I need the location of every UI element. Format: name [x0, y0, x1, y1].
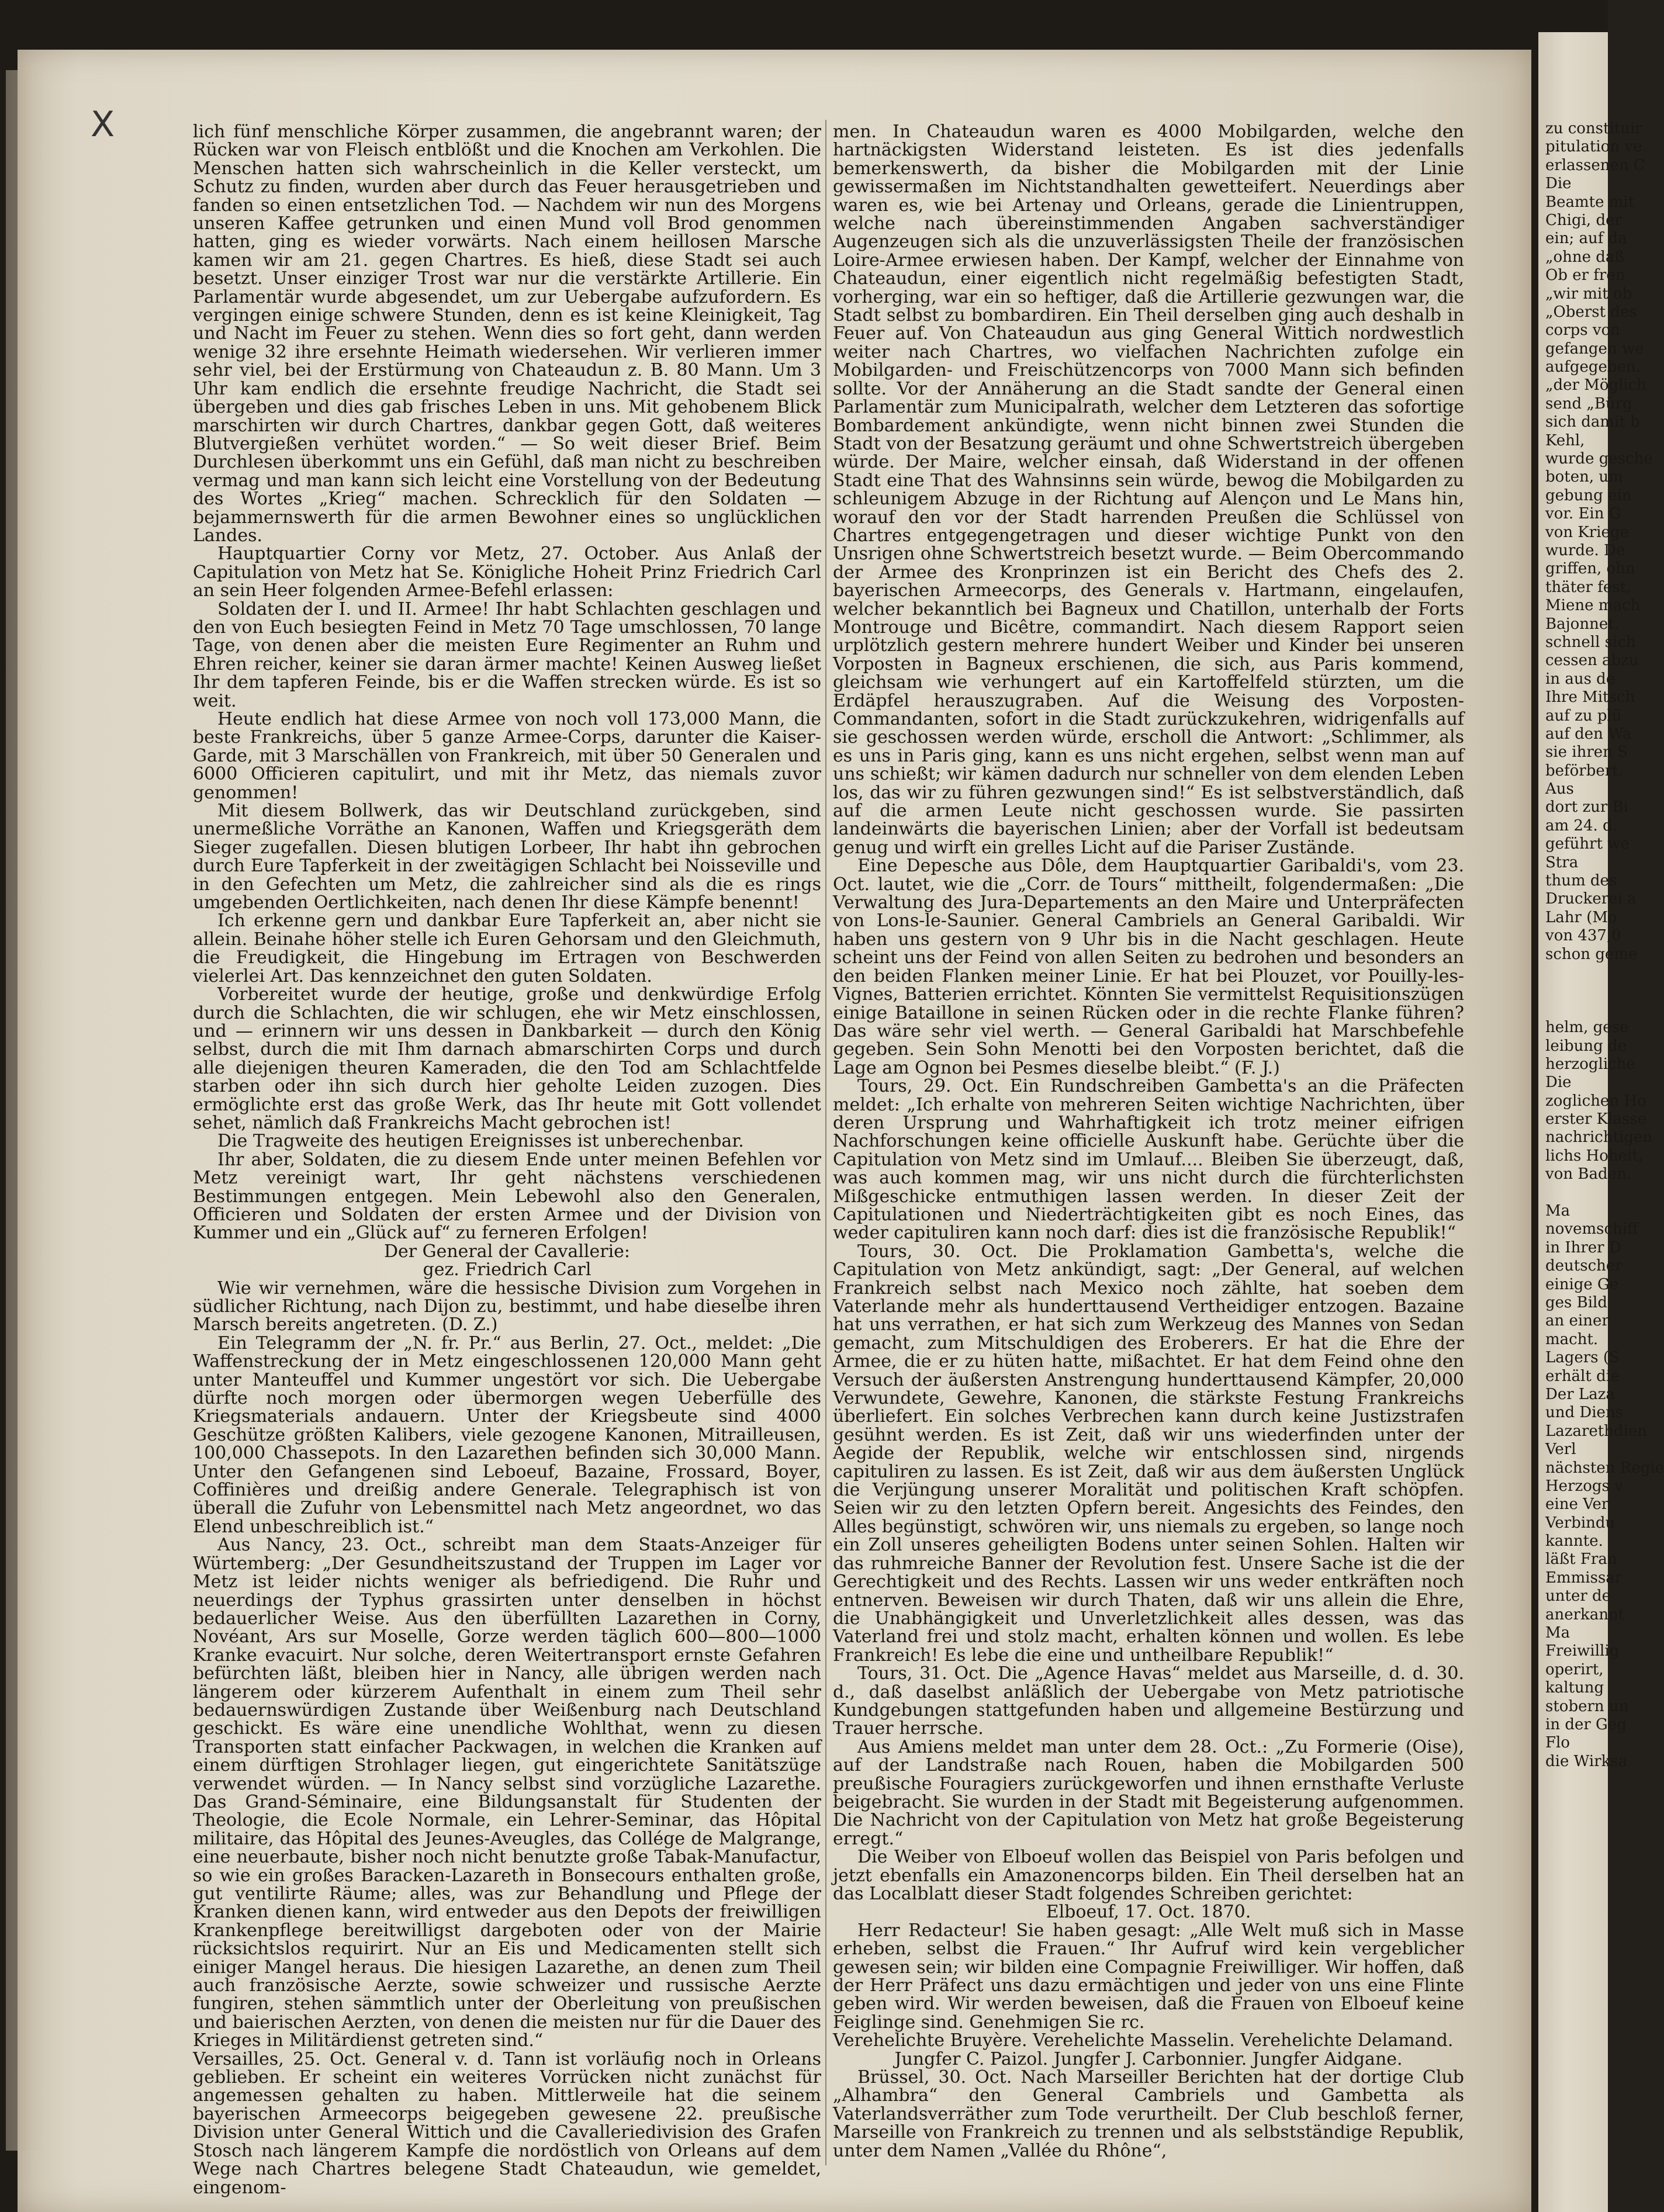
- adjacent-page-line: die Wirksa: [1545, 1752, 1628, 1770]
- adjacent-page-line: Freiwillig: [1545, 1642, 1620, 1660]
- adjacent-page-line: eine Ver: [1545, 1496, 1609, 1514]
- col1-paragraph: Wie wir vernehmen, wäre die hessische Division zum Vorgehen in südlicher Richtung, nach Dijon zu, bestimmt, und habe dieselbe ihren Marsch bereits angetreten. (D. Z.): [193, 1278, 821, 1335]
- adjacent-page-line: Ma: [1545, 1202, 1570, 1220]
- col2-paragraph: Tours, 29. Oct. Ein Rundschreiben Gambetta's an die Präfecten meldet: „Ich erhalte von mehreren Seiten wichtige Nachrichten, über deren Ursprung und Wahrhaftigkeit ich trotz meiner eifrigen Nachforschungen keine officielle Auskunft habe. Gerüchte über die Capitulation von Metz sind im Umlauf.... Bleiben Sie überzeugt, daß, was auch kommen mag, wir uns nicht durch die fürchterlichsten Mißgeschicke entmuthigen lassen werden. In dieser Zeit der Capitulationen und Niederträchtigkeiten gibt es noch Eines, das weder capituliren kann noch darf: dies ist die französische Republik!“: [833, 1076, 1464, 1244]
- adjacent-page-line: wurde. De: [1545, 541, 1625, 559]
- adjacent-page-line: novemschiff: [1545, 1220, 1638, 1238]
- adjacent-page-line: ein; auf da: [1545, 230, 1627, 248]
- col2-paragraph: Die Weiber von Elboeuf wollen das Beispiel von Paris befolgen und jetzt ebenfalls ein Amazonencorps bilden. Ein Theil derselben hat an das Localblatt dieser Stadt folgendes Schreiben gerichtet:: [833, 1847, 1464, 1904]
- adjacent-page-line: pitulation ve: [1545, 138, 1642, 156]
- adjacent-page-line: geführt we: [1545, 835, 1630, 853]
- col2-paragraph: Eine Depesche aus Dôle, dem Hauptquartier Garibaldi's, vom 23. Oct. lautet, wie die „Corr. de Tours“ mittheilt, folgendermaßen: „Die Verwaltung des Jura-Departements an den Maire und Unterpräfecten von Lons-le-Saunier. General Cambriels an General Garibaldi. Wir haben uns gestern von 9 Uhr bis in die Nacht geschlagen. Heute scheint uns der Feind von allen Seiten zu bedrohen und besonders an den beiden Flanken meiner Linie. Er hat bei Plouzet, vor Pouilly-les-Vignes, Batterien errichtet. Könnten Sie vermittelst Requisitionszügen einige Bataillone in seinen Rücken oder in die rechte Flanke führen? Das wäre sehr viel werth. — General Garibaldi hat Marschbefehle gegeben. Sein Sohn Menotti bei den Vorposten berichtet, daß die Lage am Ognon bei Pesmes dieselbe bleibt.“ (F. J.): [833, 856, 1464, 1078]
- adjacent-page-line: Stra: [1545, 853, 1579, 871]
- adjacent-page-line: Verbindu: [1545, 1514, 1615, 1532]
- adjacent-page-line: [1545, 1184, 1613, 1202]
- col2-paragraph: men. In Chateaudun waren es 4000 Mobilgarden, welche den hartnäckigsten Widerstand leisteten. Es ist dies jedenfalls bemerkenswerth, da bisher die Mobilgarden mit der Linie gewissermaßen im Nichtstandhalten gewetteifert. Neuerdings aber waren es, wie bei Artenay und Orleans, gerade die Linientruppen, welche nach übereinstimmenden Angaben sachverständiger Augenzeugen sich als die unzuverlässigsten Theile der französischen Loire-Armee erwiesen haben. Der Kampf, welcher der Einnahme von Chateaudun, einer eigentlich nicht regelmäßig befestigten Stadt, vorherging, war ein so heftiger, daß die Artillerie gezwungen war, die Stadt selbst zu bombardiren. Ein Theil derselben ging auch deshalb in Feuer auf. Von Chateaudun aus ging General Wittich nordwestlich weiter nach Chartres, wo vielfachen Nachrichten zufolge ein Mobilgarden- und Freischützencorps von 7000 Mann sich befinden sollte. Vor der Annäherung an die Stadt sandte der General einen Parlamentär zum Municipalrath, welcher dem Letzteren das sofortige Bombardement ankündigte, wenn nicht binnen zwei Stunden die Stadt von der Besatzung geräumt und ohne Schwertstreich übergeben würde. Der Maire, welcher einsah, daß Widerstand in der offenen Stadt eine That des Wahnsinns sein würde, bewog die Mobilgarden zu schleunigem Abzuge in der Richtung auf Alençon und Le Mans hin, worauf den vor der Stadt harrenden Preußen die Schlüssel von Chartres entgegengetragen und dieser wichtige Punkt von den Unsrigen ohne Schwertstreich besetzt wurde. — Beim Obercommando der Armee des Kronprinzen ist ein Bericht des Chefs des 2. bayerischen Armeecorps, des Generals v. Hartmann, eingelaufen, welcher bekanntlich bei Bagneux und Chatillon, unterhalb der Forts Montrouge und Bicêtre, commandirt. Nach diesem Rapport seien urplötzlich gestern mehrere hundert Weiber und Kinder bei unseren Vorposten in Bagneux erschienen, die sich, aus Paris kommend, gleichsam wie verhungert auf ein Kartoffelfeld stürzten, um die Erdäpfel herauszugraben. Auf die Weisung des Vorposten-Commandanten, sofort in die Stadt zurückzukehren, widrigenfalls auf sie geschossen werden würde, erscholl die Antwort: „Schlimmer, als es uns in Paris ging, kann es uns nicht ergehen, selbst wenn man auf uns schießt; wir kämen dadurch nur schneller von dem elenden Leben los, das wir zu führen gezwungen sind!“ Es ist selbstverständlich, daß auf die armen Leute nicht geschossen wurde. Sie passirten landeinwärts die bayerischen Linien; aber der Vorfall ist bedeutsam genug und wirft ein grelles Licht auf die Pariser Zustände.: [833, 122, 1464, 858]
- adjacent-page-line: von Kriege: [1545, 523, 1629, 541]
- col2-paragraph: Jungfer C. Paizol. Jungfer J. Carbonnier. Jungfer Aidgane.: [894, 2048, 1403, 2069]
- col1-paragraph: Soldaten der I. und II. Armee! Ihr habt Schlachten geschlagen und den von Euch besiegten Feind in Metz 70 Tage umschlossen, 70 lange Tage, von denen aber die meisten Eure Regimenter an Ruhm und Ehren reicher, keiner sie daran ärmer machte! Keinen Ausweg ließet Ihr dem tapferen Feinde, bis er die Waffen strecken würde. Es ist so weit.: [193, 598, 821, 711]
- adjacent-page-line: dort zur Bi: [1545, 798, 1628, 816]
- col1-paragraph: gez. Friedrich Carl: [423, 1259, 591, 1280]
- adjacent-page-line: Ihre Mitsch: [1545, 688, 1635, 707]
- adjacent-page-line: von 437,0: [1545, 927, 1621, 945]
- col1-paragraph: lich fünf menschliche Körper zusammen, die angebrannt waren; der Rücken war von Fleisch entblößt und die Knochen am Verkohlen. Die Menschen hatten sich wahrscheinlich in die Keller versteckt, um Schutz zu finden, wurden aber durch das Feuer herausgetrieben und fanden so einen entsetzlichen Tod. — Nachdem wir nun des Morgens unseren Kaffee getrunken und einen Mund voll Brod genommen hatten, ging es wieder vorwärts. Nach einem heillosen Marsche kamen wir am 21. gegen Chartres. Es hieß, diese Stadt sei auch besetzt. Unser einziger Trost war nur die verstärkte Artillerie. Ein Parlamentär wurde abgesendet, um zur Uebergabe aufzufordern. Es vergingen einige schwere Stunden, denn es ist keine Kleinigkeit, Tag und Nacht im Feuer zu stehen. Wenn dies so fort geht, dann werden wenige 32 ihre ersehnte Heimath wiedersehen. Wir verlieren immer sehr viel, bei der Erstürmung von Chateaudun z. B. 80 Mann. Um 3 Uhr kam endlich die ersehnte freudige Nachricht, die Stadt sei übergeben und dies gab frisches Leben in uns. Mit gehobenem Blick marschirten wir durch Chartres, dankbar gegen Gott, daß weiteres Blutvergießen verhütet worden.“ — So weit dieser Brief. Beim Durchlesen überkommt uns ein Gefühl, daß man nicht zu beschreiben vermag und man kann sich leicht eine Vorstellung von der Bedeutung des Wortes „Krieg“ machen. Schrecklich für den Soldaten — bejammernswerth für die armen Bewohner eines so unglücklichen Landes.: [193, 122, 821, 546]
- adjacent-page-line: aufgegeben.: [1545, 358, 1641, 376]
- adjacent-page-line: Kehl,: [1545, 431, 1585, 449]
- adjacent-page-line: Lagers (S: [1545, 1349, 1620, 1367]
- adjacent-page-line: Der Laza: [1545, 1385, 1615, 1403]
- adjacent-page-line: Miene mach: [1545, 597, 1641, 615]
- adjacent-page-line: Die: [1545, 175, 1572, 193]
- adjacent-page-line: herzogliche: [1545, 1055, 1635, 1073]
- adjacent-page-line: „ohne daß: [1545, 248, 1625, 266]
- handwritten-cross-mark: X: [91, 104, 115, 145]
- adjacent-page-line: macht.: [1545, 1330, 1599, 1348]
- adjacent-page-line: Lahr (Mo: [1545, 908, 1617, 926]
- adjacent-page-line: Die: [1545, 1074, 1572, 1092]
- adjacent-page-line: griffen, ohn: [1545, 560, 1635, 578]
- col2-paragraph: Verehelichte Bruyère. Verehelichte Masselin. Verehelichte Delamand.: [833, 2030, 1454, 2051]
- adjacent-page-line: Lazarethdien: [1545, 1422, 1648, 1440]
- adjacent-page-line: in Ihrer D: [1545, 1238, 1621, 1256]
- page-edge-shadow: [6, 70, 44, 2151]
- adjacent-page-line: kannte.: [1545, 1532, 1603, 1550]
- col2-paragraph: Elboeuf, 17. Oct. 1870.: [1046, 1902, 1251, 1923]
- adjacent-page-line: schon geme: [1545, 945, 1638, 963]
- adjacent-page-line: auf zu plü: [1545, 707, 1622, 725]
- adjacent-page-line: „Oberst des: [1545, 303, 1637, 321]
- adjacent-page-text: [1545, 120, 1664, 1771]
- adjacent-page-line: Ob er fren: [1545, 266, 1625, 285]
- adjacent-page-line: boten, um: [1545, 468, 1623, 486]
- adjacent-page-line: unter de: [1545, 1587, 1611, 1605]
- adjacent-page-line: [1545, 1001, 1613, 1019]
- adjacent-page-line: Beamte mit: [1545, 193, 1635, 211]
- adjacent-page-line: helm, gese: [1545, 1019, 1629, 1037]
- adjacent-page-line: zoglichen Ho: [1545, 1092, 1646, 1110]
- adjacent-page-line: sie ihren S: [1545, 743, 1628, 761]
- right-column: [833, 123, 1464, 2168]
- col1-paragraph: Mit diesem Bollwerk, das wir Deutschland zurückgeben, sind unermeßliche Vorräthe an Kanonen, Waffen und Kriegsgeräth dem Sieger zugefallen. Diesen blutigen Lorbeer, Ihr habt ihn gebrochen durch Eure Tapferkeit in der zweitägigen Schlacht bei Noisseville und in den Gefechten um Metz, die zahlreicher sind als die es rings umgebenden Oertlichkeiten, nach denen Ihr diese Kämpfe benennt!: [193, 801, 821, 913]
- adjacent-page-line: erster Klasse: [1545, 1110, 1646, 1128]
- adjacent-page-line: zu constituir: [1545, 120, 1642, 137]
- adjacent-page-line: Aus: [1545, 780, 1574, 798]
- adjacent-page-line: corps von: [1545, 321, 1620, 340]
- adjacent-page-line: „wir mit ob: [1545, 285, 1632, 303]
- adjacent-page-line: sich damit b: [1545, 413, 1640, 431]
- col2-paragraph: Tours, 30. Oct. Die Proklamation Gambetta's, welche die Capitulation von Metz ankündigt, sagt: „Der General, auf welchen Frankreich selbst nach Mexico noch zählte, hat soeben dem Vaterlande mehr als hunderttausend Vertheidiger entzogen. Bazaine hat uns verrathen, er hat sich zum Werkzeug des Mannes von Sedan gemacht, zum Mitschuldigen des Eroberers. Er hat die Ehre der Armee, die er zu hüten hatte, mißachtet. Er hat dem Feind ohne den Versuch der äußersten Anstrengung hunderttausend Kämpfer, 20,000 Verwundete, Gewehre, Kanonen, die stärkste Festung Frankreichs überliefert. Ein solches Verbrechen kann durch keine Justizstrafen gesühnt werden. Es ist Zeit, daß wir uns wiederfinden unter der Aegide der Republik, welche wir entschlossen sind, nirgends capituliren zu lassen. Es ist Zeit, daß wir aus dem äußersten Unglück die Verjüngung unserer Moralität und politischen Kraft schöpfen. Seien wir zu den letzten Opfern bereit. Angesichts des Feindes, den Alles begünstigt, schwören wir, uns niemals zu ergeben, so lange noch ein Zoll unseres geheiligten Bodens unter seinen Sohlen. Halten wir das ruhmreiche Banner der Revolution fest. Unsere Sache ist die der Gerechtigkeit und des Rechts. Lassen wir uns weder entkräften noch entnerven. Beweisen wir durch Thaten, daß wir uns allein die Ehre, die Unabhängigkeit und Unverletzlichkeit alles dessen, was das Vaterland frei und stolz macht, erhalten können und wollen. Es lebe Frankreich! Es lebe die eine und untheilbare Republik!“: [833, 1241, 1464, 1666]
- adjacent-page-line: Herzogs v: [1545, 1477, 1623, 1495]
- adjacent-page-line: anerkannt: [1545, 1605, 1625, 1623]
- col1-paragraph: Ich erkenne gern und dankbar Eure Tapferkeit an, aber nicht sie allein. Beinahe höher stelle ich Euren Gehorsam und den Gleichmuth, die Freudigkeit, die Hingebung im Ertragen von Beschwerden vielerlei Art. Das kennzeichnet den guten Soldaten.: [193, 911, 821, 986]
- adjacent-page-line: vor. Ein G: [1545, 505, 1621, 523]
- col2-paragraph: Brüssel, 30. Oct. Nach Marseiller Berichten hat der dortige Club „Alhambra“ den General Cambriels und Gambetta als Vaterlandsverräther zum Tode verurtheilt. Der Club beschloß ferner, Marseille von Frankreich zu trennen und als selbstständige Republik, unter dem Namen „Vallée du Rhône“,: [833, 2067, 1464, 2161]
- col1-paragraph: Heute endlich hat diese Armee von noch voll 173,000 Mann, die beste Frankreichs, über 5 ganze Armee-Corps, darunter die Kaiser-Garde, mit 3 Marschällen von Frankreich, mit über 50 Generalen und 6000 Officieren capitulirt, und mit ihr Metz, das niemals zuvor genommen!: [193, 709, 821, 803]
- col1-paragraph: Versailles, 25. Oct. General v. d. Tann ist vorläufig noch in Orleans geblieben. Er scheint ein weiteres Vorrücken nicht zunächst für angemessen gehalten zu haben. Mittlerweile hat die seinem bayerischen Armeecorps beigegeben gewesene 22. preußische Division unter General Wittich und die Cavalleriedivision des Grafen Stosch nach längerem Kampfe die nordöstlich von Orleans auf dem Wege nach Chartres belegene Stadt Chateaudun, wie gemeldet, eingenom-: [193, 2048, 821, 2198]
- adjacent-page-line: Druckerei a: [1545, 890, 1637, 908]
- adjacent-page-line: nachrichtigen: [1545, 1128, 1653, 1147]
- adjacent-page-line: gefangen we: [1545, 340, 1644, 358]
- adjacent-page-line: nächsten Regie: [1545, 1459, 1664, 1477]
- col1-paragraph: Ein Telegramm der „N. fr. Pr.“ aus Berlin, 27. Oct., meldet: „Die Waffenstreckung der in Metz eingeschlossenen 120,000 Mann geht unter Manteuffel und Kummer ungestört vor sich. Die Uebergabe dürfte noch morgen oder übermorgen wegen Ueberfülle des Kriegsmaterials andauern. Unter der Kriegsbeute sind 4000 Geschütze größten Kalibers, viele gezogene Kanonen, Mitrailleusen, 100,000 Chassepots. In den Lazarethen befinden sich 30,000 Mann. Unter den Gefangenen sind Leboeuf, Bazaine, Frossard, Boyer, Coffinières und dreißig andere Generale. Telegraphisch ist von überall die Zufuhr von Lebensmittel nach Metz angeordnet, wo das Elend unbeschreiblich ist.“: [193, 1332, 821, 1537]
- adjacent-page-line: in aus de: [1545, 670, 1615, 688]
- adjacent-page-line: gebung ein: [1545, 486, 1632, 504]
- col2-paragraph: Herr Redacteur! Sie haben gesagt: „Alle Welt muß sich in Masse erheben, selbst die Frauen.“ Ihr Aufruf wird kein vergeblicher gewesen sein; wir bilden eine Compagnie Freiwilliger. Wir hoffen, daß der Herr Präfect uns dazu ermächtigen und jeder von uns eine Flinte geben wird. Wir werden beweisen, daß die Frauen von Elboeuf keine Feiglinge sind. Genehmigen Sie rc.: [833, 1920, 1464, 2033]
- adjacent-page-line: erhält die: [1545, 1367, 1620, 1385]
- adjacent-page-line: erlassenen C: [1545, 156, 1645, 174]
- adjacent-page-line: operirt,: [1545, 1660, 1604, 1678]
- adjacent-page-line: „der Möglich: [1545, 376, 1647, 394]
- adjacent-page-line: thum des: [1545, 872, 1617, 890]
- col2-paragraph: Aus Amiens meldet man unter dem 28. Oct.: „Zu Formerie (Oise), auf der Landstraße nach Rouen, haben die Mobilgarden 500 preußische Fouragiers zurückgeworfen und ihnen ernsthafte Verluste beigebracht. Sie wurden in der Stadt mit Begeisterung aufgenommen. Die Nachricht von der Capitulation von Metz hat große Begeisterung erregt.“: [833, 1736, 1464, 1849]
- adjacent-page-line: auf den Wa: [1545, 725, 1632, 743]
- adjacent-page-line: einige Ge: [1545, 1275, 1619, 1293]
- adjacent-page-line: Verl: [1545, 1441, 1576, 1459]
- adjacent-page-line: in der Geg: [1545, 1715, 1627, 1733]
- col1-paragraph: Hauptquartier Corny vor Metz, 27. October. Aus Anlaß der Capitulation von Metz hat Se. Königliche Hoheit Prinz Friedrich Carl an sein Heer folgenden Armee-Befehl erlassen:: [193, 544, 821, 601]
- adjacent-page-line: läßt Fran: [1545, 1550, 1617, 1569]
- adjacent-page-line: send „Bürg: [1545, 394, 1632, 413]
- adjacent-page-line: deutscher: [1545, 1257, 1623, 1275]
- adjacent-page-line: leibung de: [1545, 1037, 1627, 1055]
- adjacent-page-line: Bajonnet.: [1545, 615, 1619, 633]
- adjacent-page-line: ges Bild: [1545, 1294, 1608, 1311]
- col1-paragraph: Vorbereitet wurde der heutige, große und denkwürdige Erfolg durch die Schlachten, die wir schlugen, ehe wir Metz einschlossen, und — erinnern wir uns dessen in Dankbarkeit — durch den König selbst, durch die mit Ihm darnach abmarschirten Corps und durch alle diejenigen theuren Kameraden, die den Tod am Schlachtfelde starben oder ihn sich durch hier geholte Leiden zuzogen. Dies ermöglichte erst das große Werk, das Ihr heute mit Gott vollendet sehet, nämlich daß Frankreichs Macht gebrochen ist!: [193, 984, 821, 1133]
- adjacent-page-line: beförbert.: [1545, 761, 1623, 780]
- adjacent-page-line: Ma: [1545, 1624, 1570, 1642]
- col1-paragraph: Die Tragweite des heutigen Ereignisses ist unberechenbar.: [217, 1131, 744, 1152]
- adjacent-page-line: von Baden.: [1545, 1165, 1631, 1183]
- adjacent-page-line: lichs Hoheit,: [1545, 1147, 1644, 1165]
- column-divider: [825, 120, 826, 2165]
- left-column: [193, 122, 821, 2198]
- adjacent-page-line: [1545, 964, 1613, 982]
- adjacent-page-line: Emmissar: [1545, 1569, 1623, 1587]
- adjacent-page-line: Flo: [1545, 1734, 1570, 1752]
- col1-paragraph: Der General der Cavallerie:: [383, 1241, 631, 1262]
- adjacent-page-line: kaltung: [1545, 1679, 1604, 1697]
- adjacent-page-line: an einer: [1545, 1312, 1609, 1330]
- adjacent-page-line: [1545, 982, 1613, 1000]
- col2-paragraph: Tours, 31. Oct. Die „Agence Havas“ meldet aus Marseille, d. d. 30. d., daß daselbst anläßlich der Uebergabe von Metz patriotische Kundgebungen stattgefunden haben und allgemeine Bestürzung und Trauer herrsche.: [833, 1663, 1464, 1739]
- col1-paragraph: Aus Nancy, 23. Oct., schreibt man dem Staats-Anzeiger für Würtemberg: „Der Gesundheitszustand der Truppen im Lager vor Metz ist leider nichts weniger als befriedigend. Die Ruhr und neuerdings der Typhus grassirten unter denselben in höchst bedauerlicher Weise. Aus den überfüllten Lazarethen in Corny, Novéant, Ars sur Moselle, Gorze werden täglich 600—800—1000 Kranke evacuirt. Nur solche, deren Weitertransport ernste Gefahren befürchten läßt, bleiben hier in Nancy, alle übrigen werden nach längerem oder kürzerem Aufenthalt in einem zum Theil sehr bedauernswürdigen Zustande über Weißenburg nach Deutschland geschickt. Es wäre eine unendliche Wohlthat, wenn zu diesen Transporten statt einfacher Packwagen, in welchen die Kranken auf einem dürftigen Strohlager liegen, gut eingerichtete Sanitätszüge verwendet würden. — In Nancy selbst sind vorzügliche Lazarethe. Das Grand-Séminaire, eine Bildungsanstalt für Studenten der Theologie, die Ecole Normale, ein Lehrer-Seminar, das Hôpital militaire, das Hôpital des Jeunes-Aveugles, das Collége de Malgrange, eine neuerbaute, bisher noch nicht benutzte große Tabak-Manufactur, so wie ein großes Baracken-Lazareth in Bonsecours enthalten große, gut ventilirte Räume; alles, was zur Behandlung und Pflege der Kranken dienen kann, wird entweder aus den Depots der freiwilligen Krankenpflege bereitwilligst dargeboten oder von der Mairie rücksichtslos requirirt. Nur an Eis und Medicamenten stellt sich einiger Mangel heraus. Die hiesigen Lazarethe, an denen zum Theil auch französische Aerzte, sowie schweizer und russische Aerzte fungiren, stehen sämmtlich unter der Oberleitung von preußischen und baierischen Aerzten, von denen die meisten nur für die Dauer des Krieges in Militärdienst getreten sind.“: [193, 1535, 821, 2051]
- adjacent-page-line: am 24. d.: [1545, 816, 1617, 835]
- adjacent-page-edge: [1538, 32, 1664, 2212]
- adjacent-page-line: Chigi, der: [1545, 211, 1622, 229]
- adjacent-page-line: cessen abzu: [1545, 652, 1639, 670]
- adjacent-page-line: schnell sich: [1545, 633, 1636, 651]
- adjacent-page-line: stobern un: [1545, 1697, 1629, 1715]
- adjacent-page-line: und Diens: [1545, 1404, 1624, 1422]
- adjacent-page-line: thäter fest,: [1545, 578, 1631, 596]
- adjacent-page-line: wurde gesche: [1545, 450, 1653, 468]
- col1-paragraph: Ihr aber, Soldaten, die zu diesem Ende unter meinen Befehlen vor Metz vereinigt wart, Ihr geht nächstens verschiedenen Bestimmungen entgegen. Mein Lebewohl also den Generalen, Officieren und Soldaten der ersten Armee und der Division von Kummer und ein „Glück auf“ zu ferneren Erfolgen!: [193, 1149, 821, 1244]
